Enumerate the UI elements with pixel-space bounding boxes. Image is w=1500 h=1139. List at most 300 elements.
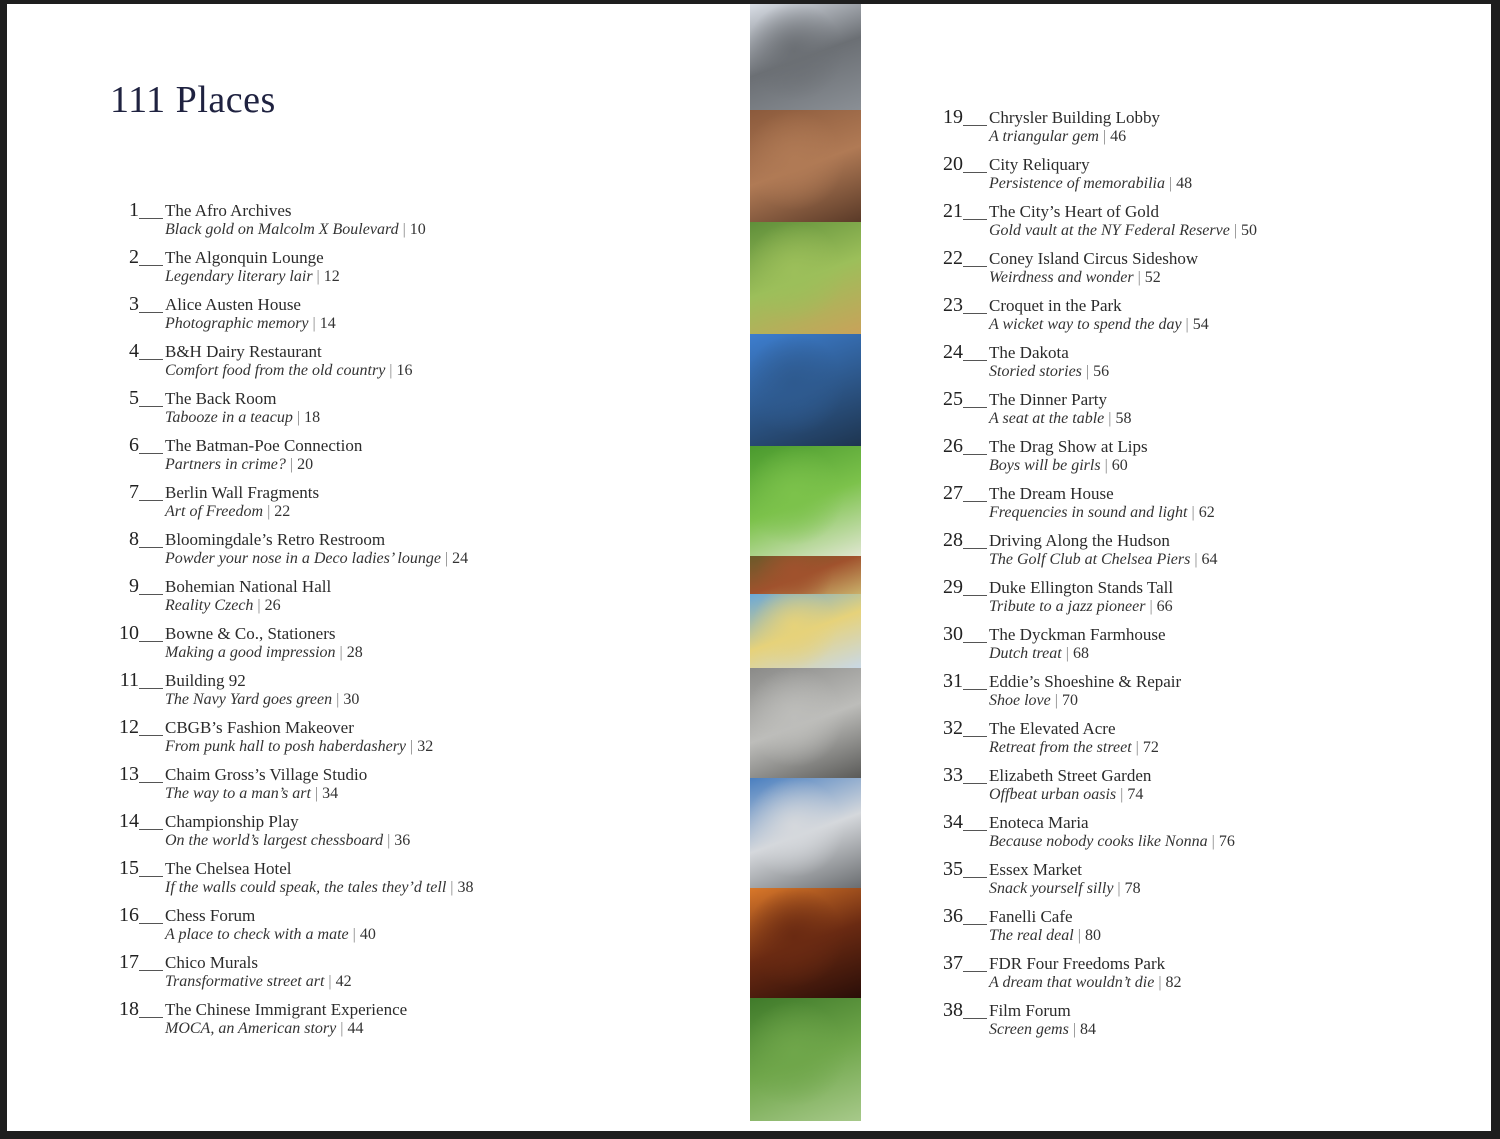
entry-tagline: From punk hall to posh haberdashery xyxy=(165,738,407,755)
entry-title: Croquet in the Park xyxy=(989,296,1122,315)
green-plants-photo xyxy=(750,998,861,1121)
entry-number: 1 xyxy=(129,199,139,221)
entry-tagline: Screen gems xyxy=(989,1021,1069,1038)
entry-subtitle xyxy=(989,175,1192,193)
entry-subtitle xyxy=(989,833,1235,851)
entry-tagline: The way to a man’s art xyxy=(165,785,311,802)
entry-page-number: 10 xyxy=(409,221,426,238)
contents-entry xyxy=(107,763,717,814)
leader-line xyxy=(139,359,163,360)
croquet-lawn-photo xyxy=(750,446,861,556)
leader-line xyxy=(139,782,163,783)
entry-page-number: 40 xyxy=(359,926,376,943)
entry-number: 25 xyxy=(943,388,963,410)
entry-subtitle xyxy=(165,315,336,333)
entry-page-number: 78 xyxy=(1124,880,1141,897)
separator: | xyxy=(328,973,332,990)
contents-list-right xyxy=(931,106,1471,1050)
separator: | xyxy=(1191,504,1195,521)
teddy-bear-photo xyxy=(750,110,861,222)
entry-subtitle xyxy=(989,316,1209,334)
separator: | xyxy=(1149,598,1153,615)
separator: | xyxy=(1102,128,1107,145)
entry-number: 11 xyxy=(119,669,139,691)
entry-number: 8 xyxy=(129,528,139,550)
leader-line xyxy=(963,642,987,643)
separator: | xyxy=(289,456,294,473)
entry-title: The Afro Archives xyxy=(165,201,292,220)
entry-page-number: 20 xyxy=(297,456,314,473)
entry-number: 33 xyxy=(943,764,963,786)
entry-subtitle xyxy=(165,221,426,239)
separator: | xyxy=(267,503,271,520)
entry-tagline: Gold vault at the NY Federal Reserve xyxy=(989,222,1230,239)
leader-line xyxy=(139,970,163,971)
entry-page-number: 84 xyxy=(1080,1021,1097,1038)
entry-page-number: 54 xyxy=(1192,316,1209,333)
separator: | xyxy=(402,221,406,238)
contents-entry xyxy=(931,717,1471,768)
entry-page-number: 28 xyxy=(346,644,363,661)
entry-subtitle xyxy=(165,268,340,286)
entry-subtitle xyxy=(989,363,1109,381)
entry-number: 38 xyxy=(943,999,963,1021)
separator: | xyxy=(339,644,343,661)
entry-title: Driving Along the Hudson xyxy=(989,531,1170,550)
entry-title: Duke Ellington Stands Tall xyxy=(989,578,1174,597)
entry-subtitle xyxy=(165,409,320,427)
entry-page-number: 12 xyxy=(323,268,340,285)
entry-subtitle xyxy=(165,926,376,944)
entry-number: 16 xyxy=(119,904,139,926)
entry-number: 7 xyxy=(129,481,139,503)
separator: | xyxy=(444,550,449,567)
entry-subtitle xyxy=(165,738,433,756)
entry-number: 22 xyxy=(943,247,963,269)
leader-line xyxy=(139,547,163,548)
contents-entry xyxy=(931,200,1471,251)
entry-tagline: Tribute to a jazz pioneer xyxy=(989,598,1146,615)
separator: | xyxy=(316,268,320,285)
contents-entry xyxy=(107,857,717,908)
leader-line xyxy=(963,313,987,314)
separator: | xyxy=(450,879,454,896)
entry-subtitle xyxy=(165,785,338,803)
entry-tagline: A triangular gem xyxy=(989,128,1099,145)
entry-tagline: Photographic memory xyxy=(165,315,309,332)
leader-line xyxy=(963,783,987,784)
separator: | xyxy=(1135,739,1139,756)
entry-number: 15 xyxy=(119,857,139,879)
entry-title: The City’s Heart of Gold xyxy=(989,202,1159,221)
entry-tagline: Frequencies in sound and light xyxy=(989,504,1188,521)
entry-page-number: 38 xyxy=(457,879,474,896)
entry-tagline: Snack yourself silly xyxy=(989,880,1114,897)
separator: | xyxy=(312,315,316,332)
contents-entry xyxy=(107,528,717,579)
garden-photo xyxy=(750,222,861,334)
entry-page-number: 14 xyxy=(319,315,336,332)
entry-subtitle xyxy=(989,974,1182,992)
separator: | xyxy=(1108,410,1112,427)
entry-subtitle xyxy=(989,1021,1096,1039)
entry-number: 21 xyxy=(943,200,963,222)
entry-tagline: The Golf Club at Chelsea Piers xyxy=(989,551,1191,568)
entry-page-number: 44 xyxy=(347,1020,364,1037)
dinner-table-photo xyxy=(750,556,861,594)
entry-page-number: 34 xyxy=(322,785,339,802)
contents-entry xyxy=(931,388,1471,439)
contents-entry xyxy=(931,482,1471,533)
statue-sky-photo xyxy=(750,334,861,446)
entry-subtitle xyxy=(165,597,281,615)
leader-line xyxy=(963,219,987,220)
contents-entry xyxy=(931,952,1471,1003)
entry-page-number: 16 xyxy=(396,362,413,379)
entry-number: 32 xyxy=(943,717,963,739)
photo-strip xyxy=(750,4,861,1131)
entry-title: Chaim Gross’s Village Studio xyxy=(165,765,368,784)
leader-line xyxy=(963,971,987,972)
leader-line xyxy=(963,830,987,831)
contents-entry xyxy=(931,341,1471,392)
entry-page-number: 22 xyxy=(274,503,291,520)
leader-line xyxy=(139,829,163,830)
separator: | xyxy=(1233,222,1238,239)
entry-tagline: Persistence of memorabilia xyxy=(989,175,1165,192)
billboard-pier-photo xyxy=(750,778,861,888)
entry-page-number: 76 xyxy=(1218,833,1235,850)
contents-entry xyxy=(107,998,717,1049)
entry-title: The Chinese Immigrant Experience xyxy=(165,1000,408,1019)
entry-title: The Drag Show at Lips xyxy=(989,437,1148,456)
leader-line xyxy=(963,595,987,596)
entry-subtitle xyxy=(989,410,1131,428)
entry-number: 35 xyxy=(943,858,963,880)
contents-entry xyxy=(931,247,1471,298)
entry-title: City Reliquary xyxy=(989,155,1090,174)
entry-title: Building 92 xyxy=(165,671,246,690)
entry-subtitle xyxy=(165,644,363,662)
entry-subtitle xyxy=(989,880,1141,898)
entry-tagline: Retreat from the street xyxy=(989,739,1132,756)
entry-title: Berlin Wall Fragments xyxy=(165,483,320,502)
entry-number: 13 xyxy=(119,763,139,785)
contents-entry xyxy=(107,904,717,955)
entry-title: Bloomingdale’s Retro Restroom xyxy=(165,530,386,549)
entry-number: 27 xyxy=(943,482,963,504)
entry-subtitle xyxy=(989,598,1173,616)
entry-tagline: A wicket way to spend the day xyxy=(989,316,1182,333)
entry-page-number: 26 xyxy=(264,597,281,614)
entry-title: The Algonquin Lounge xyxy=(165,248,324,267)
leader-line xyxy=(963,172,987,173)
leader-line xyxy=(139,688,163,689)
entry-number: 28 xyxy=(943,529,963,551)
entry-number: 18 xyxy=(119,998,139,1020)
contents-entry xyxy=(931,764,1471,815)
separator: | xyxy=(410,738,414,755)
entry-number: 4 xyxy=(129,340,139,362)
leader-line xyxy=(963,360,987,361)
leader-line xyxy=(963,407,987,408)
entry-subtitle xyxy=(989,504,1215,522)
entry-title: Championship Play xyxy=(165,812,299,831)
entry-title: CBGB’s Fashion Makeover xyxy=(165,718,354,737)
entry-tagline: A place to check with a mate xyxy=(165,926,349,943)
entry-title: The Dinner Party xyxy=(989,390,1108,409)
contents-entry xyxy=(107,340,717,391)
contents-entry xyxy=(931,905,1471,956)
contents-entry xyxy=(931,999,1471,1050)
entry-number: 14 xyxy=(119,810,139,832)
entry-number: 12 xyxy=(119,716,139,738)
entry-page-number: 80 xyxy=(1084,927,1101,944)
leader-line xyxy=(963,689,987,690)
contents-entry xyxy=(931,858,1471,909)
entry-page-number: 60 xyxy=(1111,457,1128,474)
entry-number: 5 xyxy=(129,387,139,409)
contents-entry xyxy=(931,670,1471,721)
leader-line xyxy=(139,218,163,219)
entry-title: FDR Four Freedoms Park xyxy=(989,954,1166,973)
leader-line xyxy=(139,312,163,313)
entry-page-number: 70 xyxy=(1061,692,1078,709)
contents-entry xyxy=(107,622,717,673)
entry-title: Alice Austen House xyxy=(165,295,301,314)
entry-page-number: 58 xyxy=(1115,410,1132,427)
leader-line xyxy=(139,1017,163,1018)
entry-tagline: Black gold on Malcolm X Boulevard xyxy=(165,221,399,238)
entry-title: Bohemian National Hall xyxy=(165,577,332,596)
entry-number: 3 xyxy=(129,293,139,315)
contents-entry xyxy=(931,623,1471,674)
entry-title: Essex Market xyxy=(989,860,1083,879)
entry-tagline: MOCA, an American story xyxy=(165,1020,337,1037)
separator: | xyxy=(340,1020,344,1037)
entry-subtitle xyxy=(989,457,1128,475)
contents-entry xyxy=(107,199,717,250)
entry-number: 34 xyxy=(943,811,963,833)
separator: | xyxy=(296,409,301,426)
entry-tagline: Comfort food from the old country xyxy=(165,362,386,379)
entry-subtitle xyxy=(165,973,352,991)
entry-subtitle xyxy=(165,503,290,521)
entry-tagline: Transformative street art xyxy=(165,973,325,990)
separator: | xyxy=(387,832,391,849)
leader-line xyxy=(963,736,987,737)
entry-page-number: 42 xyxy=(335,973,352,990)
leader-line xyxy=(139,500,163,501)
entry-subtitle xyxy=(989,551,1218,569)
entry-title: Chess Forum xyxy=(165,906,256,925)
entry-number: 29 xyxy=(943,576,963,598)
contents-entry xyxy=(931,153,1471,204)
entry-number: 37 xyxy=(943,952,963,974)
separator: | xyxy=(1168,175,1173,192)
leader-line xyxy=(963,924,987,925)
separator: | xyxy=(1077,927,1081,944)
separator: | xyxy=(352,926,356,943)
entry-tagline: If the walls could speak, the tales they’d tell xyxy=(165,879,447,896)
entry-page-number: 82 xyxy=(1165,974,1182,991)
pier-photo xyxy=(750,4,861,110)
separator: | xyxy=(1120,786,1124,803)
leader-line xyxy=(963,1018,987,1019)
contents-entry xyxy=(107,434,717,485)
entry-tagline: Powder your nose in a Deco ladies’ lounge xyxy=(165,550,441,567)
entry-title: Chrysler Building Lobby xyxy=(989,108,1160,127)
leader-line xyxy=(139,453,163,454)
entry-tagline: Shoe love xyxy=(989,692,1051,709)
contents-entry xyxy=(107,810,717,861)
entry-number: 10 xyxy=(119,622,139,644)
entry-page-number: 52 xyxy=(1144,269,1161,286)
entry-title: Enoteca Maria xyxy=(989,813,1089,832)
entry-title: The Dream House xyxy=(989,484,1114,503)
contents-entry xyxy=(107,387,717,438)
contents-entry xyxy=(107,951,717,1002)
entry-number: 31 xyxy=(943,670,963,692)
entry-tagline: Storied stories xyxy=(989,363,1082,380)
leader-line xyxy=(139,876,163,877)
separator: | xyxy=(1194,551,1198,568)
entry-title: The Dyckman Farmhouse xyxy=(989,625,1166,644)
entry-page-number: 50 xyxy=(1241,222,1258,239)
contents-entry xyxy=(107,481,717,532)
contents-entry xyxy=(931,106,1471,157)
leader-line xyxy=(139,265,163,266)
entry-subtitle xyxy=(989,269,1161,287)
leader-line xyxy=(963,125,987,126)
entry-title: Bowne & Co., Stationers xyxy=(165,624,336,643)
contents-entry xyxy=(107,246,717,297)
entry-title: The Dakota xyxy=(989,343,1069,362)
entry-tagline: Boys will be girls xyxy=(989,457,1101,474)
leader-line xyxy=(963,454,987,455)
contents-entry xyxy=(931,811,1471,862)
entry-page-number: 48 xyxy=(1176,175,1193,192)
contents-entry xyxy=(107,716,717,767)
entry-title: Coney Island Circus Sideshow xyxy=(989,249,1199,268)
entry-number: 24 xyxy=(943,341,963,363)
entry-tagline: Reality Czech xyxy=(165,597,254,614)
entry-subtitle xyxy=(165,1020,363,1038)
leader-line xyxy=(963,548,987,549)
stone-sculpture-photo xyxy=(750,668,861,778)
entry-number: 23 xyxy=(943,294,963,316)
entry-number: 17 xyxy=(119,951,139,973)
separator: | xyxy=(314,785,319,802)
entry-tagline: Legendary literary lair xyxy=(165,268,313,285)
separator: | xyxy=(257,597,261,614)
leader-line xyxy=(139,641,163,642)
entry-tagline: Partners in crime? xyxy=(165,456,286,473)
entry-subtitle xyxy=(989,786,1143,804)
entry-page-number: 32 xyxy=(417,738,434,755)
separator: | xyxy=(336,691,340,708)
entry-page-number: 74 xyxy=(1127,786,1144,803)
entry-tagline: A seat at the table xyxy=(989,410,1105,427)
entry-number: 2 xyxy=(129,246,139,268)
separator: | xyxy=(1072,1021,1077,1038)
leader-line xyxy=(139,594,163,595)
separator: | xyxy=(1104,457,1108,474)
entry-subtitle xyxy=(989,692,1078,710)
entry-tagline: Offbeat urban oasis xyxy=(989,786,1117,803)
entry-title: Elizabeth Street Garden xyxy=(989,766,1152,785)
separator: | xyxy=(1065,645,1069,662)
separator: | xyxy=(389,362,393,379)
leader-line xyxy=(139,923,163,924)
entry-page-number: 46 xyxy=(1110,128,1127,145)
entry-tagline: Art of Freedom xyxy=(165,503,264,520)
entry-page-number: 62 xyxy=(1198,504,1215,521)
entry-title: The Chelsea Hotel xyxy=(165,859,292,878)
contents-entry xyxy=(931,435,1471,486)
entry-page-number: 72 xyxy=(1142,739,1159,756)
entry-number: 9 xyxy=(129,575,139,597)
leader-line xyxy=(963,266,987,267)
entry-page-number: 64 xyxy=(1201,551,1218,568)
entry-title: Eddie’s Shoeshine & Repair xyxy=(989,672,1182,691)
entry-subtitle xyxy=(165,456,313,474)
separator: | xyxy=(1158,974,1162,991)
entry-title: Chico Murals xyxy=(165,953,259,972)
book-spread xyxy=(7,4,1491,1131)
entry-title: B&H Dairy Restaurant xyxy=(165,342,322,361)
entry-number: 26 xyxy=(943,435,963,457)
page-title: 111 Places xyxy=(110,79,276,121)
entry-title: The Elevated Acre xyxy=(989,719,1116,738)
separator: | xyxy=(1185,316,1189,333)
entry-page-number: 36 xyxy=(394,832,411,849)
entry-subtitle xyxy=(989,128,1126,146)
leader-line xyxy=(963,501,987,502)
contents-entry xyxy=(931,294,1471,345)
entry-tagline: On the world’s largest chessboard xyxy=(165,832,384,849)
entry-number: 19 xyxy=(943,106,963,128)
entry-page-number: 56 xyxy=(1093,363,1110,380)
entry-page-number: 30 xyxy=(343,691,360,708)
entry-tagline: The real deal xyxy=(989,927,1074,944)
entry-number: 20 xyxy=(943,153,963,175)
leader-line xyxy=(139,406,163,407)
contents-entry xyxy=(107,575,717,626)
separator: | xyxy=(1211,833,1215,850)
separator: | xyxy=(1054,692,1058,709)
entry-tagline: Because nobody cooks like Nonna xyxy=(989,833,1208,850)
separator: | xyxy=(1085,363,1090,380)
entry-tagline: Making a good impression xyxy=(165,644,336,661)
separator: | xyxy=(1117,880,1121,897)
entry-tagline: Dutch treat xyxy=(989,645,1062,662)
contents-entry xyxy=(107,293,717,344)
entry-page-number: 24 xyxy=(452,550,469,567)
candle-lounge-photo xyxy=(750,888,861,998)
entry-tagline: Weirdness and wonder xyxy=(989,269,1134,286)
entry-number: 30 xyxy=(943,623,963,645)
blue-mural-photo xyxy=(750,594,861,668)
entry-subtitle xyxy=(165,879,473,897)
entry-subtitle xyxy=(989,927,1101,945)
entry-page-number: 66 xyxy=(1156,598,1173,615)
entry-page-number: 18 xyxy=(304,409,321,426)
entry-subtitle xyxy=(165,691,359,709)
entry-number: 6 xyxy=(129,434,139,456)
separator: | xyxy=(1137,269,1141,286)
entry-title: Fanelli Cafe xyxy=(989,907,1073,926)
